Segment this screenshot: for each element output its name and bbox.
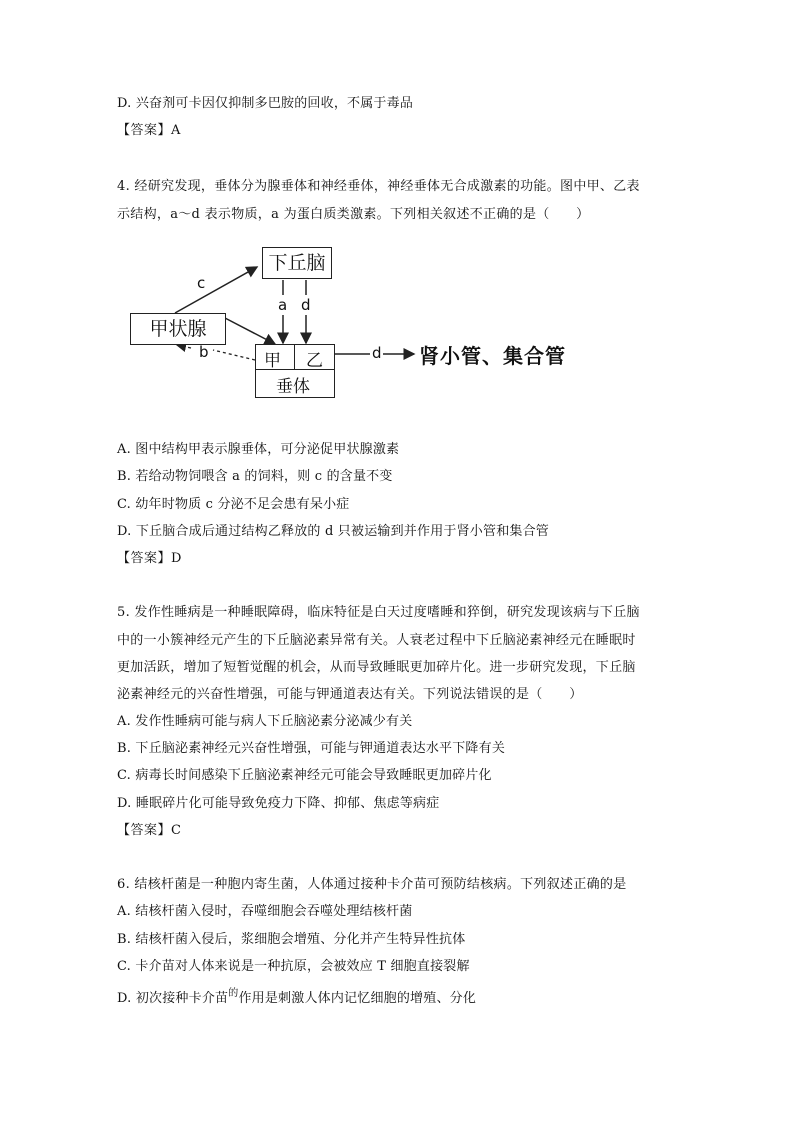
q6-option-d-de: 的 [228,988,239,999]
q6-option-a: A. 结核杆菌入侵时，吞噬细胞会吞噬处理结核杆菌 [117,904,413,919]
q5-stem-line-1: 5. 发作性睡病是一种睡眠障碍，临床特征是白天过度嗜睡和猝倒，研究发现该病与下丘脑 [117,605,640,620]
q6-option-b: B. 结核杆菌入侵后，浆细胞会增殖、分化并产生特异性抗体 [117,932,466,947]
q4-option-d: D. 下丘脑合成后通过结构乙释放的 d 只被运输到并作用于肾小管和集合管 [117,524,550,539]
label-a: a [278,296,288,314]
thyroid-label: 甲状腺 [149,318,207,340]
q5-stem-line-3: 更加活跃，增加了短暂觉醒的机会，从而导致睡眠更加碎片化。进一步研究发现，下丘脑 [117,660,636,675]
arrow-thyroid-to-hypothalamus [175,267,257,313]
arrow-b-tail [213,350,255,360]
structure-jia-label: 甲 [264,351,281,371]
arrow-b-head [177,345,191,348]
q4-stem-line-1: 4. 经研究发现，垂体分为腺垂体和神经垂体，神经垂体无合成激素的功能。图中甲、乙表 [117,179,640,194]
q5-option-c: C. 病毒长时间感染下丘脑泌素神经元可能会导致睡眠更加碎片化 [117,768,492,783]
arrow-thyroid-to-pituitary [225,318,275,344]
q6-option-d-suffix: 作用是刺激人体内记忆细胞的增殖、分化 [238,991,477,1006]
q6-option-d-prefix: D. 初次接种卡介苗 [117,991,229,1006]
q6-stem: 6. 结核杆菌是一种胞内寄生菌，人体通过接种卡介苗可预防结核病。下列叙述正确的是 [117,877,627,892]
q6-option-c: C. 卡介苗对人体来说是一种抗原，会被效应 T 细胞直接裂解 [117,959,470,974]
label-d-horizontal: d [372,344,382,362]
q6-option-d [117,990,476,1009]
thyroid-box [130,313,226,345]
hypothalamus-label: 下丘脑 [268,252,326,274]
pituitary-label: 垂体 [276,377,310,397]
q4-option-a: A. 图中结构甲表示腺垂体，可分泌促甲状腺激素 [117,442,400,457]
label-d-vertical: d [301,296,311,314]
q5-stem-line-4: 泌素神经元的兴奋性增强，可能与钾通道表达有关。下列说法错误的是（ ） [117,687,583,702]
q3-option-d: D. 兴奋剂可卡因仅抑制多巴胺的回收，不属于毒品 [117,96,414,111]
pituitary-box [255,344,335,398]
q4-answer: 【答案】D [117,551,182,566]
q3-answer: 【答案】A [117,123,181,138]
label-b: b [199,343,209,361]
q5-option-d: D. 睡眠碎片化可能导致免疫力下降、抑郁、焦虑等病症 [117,796,440,811]
q5-option-a: A. 发作性睡病可能与病人下丘脑泌素分泌减少有关 [117,714,413,729]
q5-answer: 【答案】C [117,823,182,838]
q4-stem-line-2: 示结构，a～d 表示物质，a 为蛋白质类激素。下列相关叙述不正确的是（ ） [117,207,590,222]
q5-stem-line-2: 中的一小簇神经元产生的下丘脑泌素异常有关。人衰老过程中下丘脑泌素神经元在睡眠时 [117,633,636,648]
kidney-target-label: 肾小管、集合管 [419,344,566,368]
label-c: c [197,274,206,292]
q5-option-b: B. 下丘脑泌素神经元兴奋性增强，可能与钾通道表达水平下降有关 [117,741,506,756]
q4-option-c: C. 幼年时物质 c 分泌不足会患有呆小症 [117,497,350,512]
structure-yi-label: 乙 [306,351,323,371]
q4-option-b: B. 若给动物饲喂含 a 的饲料，则 c 的含量不变 [117,469,393,484]
hypothalamus-box [262,247,332,279]
hormone-regulation-diagram [125,240,625,405]
